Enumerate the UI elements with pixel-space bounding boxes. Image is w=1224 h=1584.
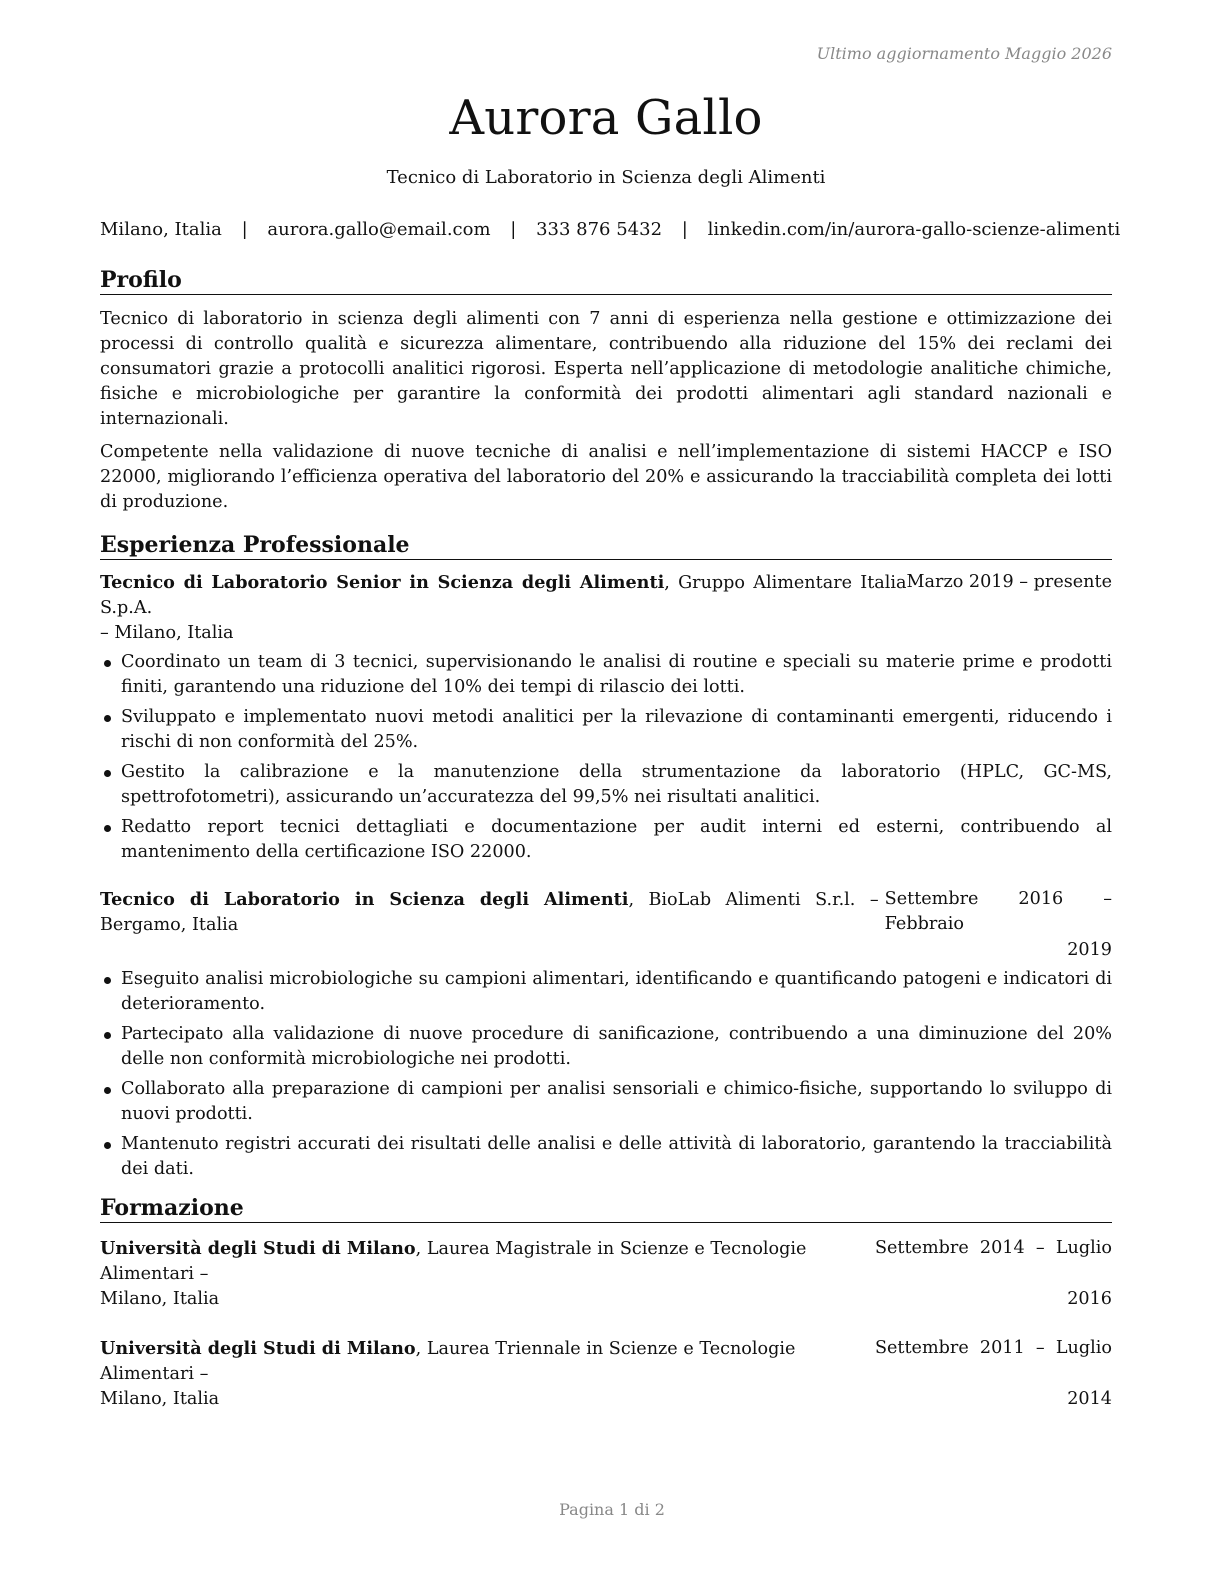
education-dates-end: 2016: [1067, 1289, 1112, 1309]
education-degree: , Laurea Magistrale in Scienze e Tecnologie Alimentari –: [100, 1239, 807, 1284]
job-dates: Settembre 2016 – Febbraio: [884, 889, 1112, 934]
job-bullets: [100, 650, 1112, 865]
contact-location: Milano, Italia: [100, 219, 222, 240]
job-dates: Marzo 2019 – presente: [906, 572, 1112, 592]
job-entry: [100, 570, 1112, 865]
list-item: Redatto report tecnici dettagliati e documentazione per audit interni ed esterni, contribuendo al mantenimento della certificazione ISO 22000.: [100, 815, 1112, 865]
job-entry: [100, 887, 1112, 1182]
section-title-profile: Profilo: [100, 266, 1112, 295]
education-degree: , Laurea Triennale in Scienze e Tecnologie Alimentari –: [100, 1339, 796, 1384]
contact-phone[interactable]: 333 876 5432: [536, 219, 663, 240]
contact-line: [100, 218, 1121, 242]
last-updated: Ultimo aggiornamento Maggio 2026: [816, 44, 1112, 63]
job-dates-end: 2019: [1067, 940, 1112, 960]
job-bullets: [100, 967, 1112, 1182]
education-entry: [100, 1236, 1112, 1312]
page-number: Pagina 1 di 2: [559, 1500, 665, 1519]
education-dates-end: 2014: [1067, 1389, 1112, 1409]
job-location: – Milano, Italia: [100, 623, 234, 643]
contact-linkedin[interactable]: linkedin.com/in/aurora-gallo-scienze-alimenti: [707, 219, 1121, 240]
job-header: [100, 570, 1112, 646]
section-title-experience: Esperienza Professionale: [100, 531, 1112, 560]
profile-paragraph: Competente nella validazione di nuove tecniche di analisi e nell’implementazione di sistemi HACCP e ISO 22000, migliorando l’efficienza operativa del laboratorio del 20% e assicurando la tracciabilità completa dei lotti di produzione.: [100, 442, 1112, 512]
contact-email[interactable]: aurora.gallo@email.com: [267, 219, 491, 240]
job-company: , Gruppo Alimentare Italia S.p.A.: [100, 573, 907, 618]
job-title: Tecnico di Laboratorio in Scienza degli Alimenti: [386, 167, 826, 188]
education-school: Università degli Studi di Milano: [100, 1338, 416, 1359]
list-item: Gestito la calibrazione e la manutenzione della strumentazione da laboratorio (HPLC, GC-MS, spettrofotometri), assicurando un’accuratezza del 99,5% nei risultati analitici.: [100, 760, 1112, 810]
list-item: Coordinato un team di 3 tecnici, supervisionando le analisi di routine e speciali su materie prime e prodotti finiti, garantendo una riduzione del 10% dei tempi di rilascio dei lotti.: [100, 650, 1112, 700]
experience-section: [100, 531, 1112, 1182]
education-location: Milano, Italia: [100, 1389, 220, 1409]
job-header: [100, 887, 1112, 963]
contact-separator: |: [681, 219, 688, 240]
list-item: Sviluppato e implementato nuovi metodi analitici per la rilevazione di contaminanti emergenti, riducendo i rischi di non conformità del 25%.: [100, 705, 1112, 755]
education-dates: Settembre 2011 – Luglio: [874, 1338, 1112, 1358]
education-school: Università degli Studi di Milano: [100, 1238, 416, 1259]
education-dates: Settembre 2014 – Luglio: [874, 1238, 1112, 1258]
profile-section: [100, 266, 1112, 515]
contact-separator: |: [241, 219, 248, 240]
list-item: Collaborato alla preparazione di campioni per analisi sensoriali e chimico-fisiche, supportando lo sviluppo di nuovi prodotti.: [100, 1077, 1112, 1127]
list-item: Partecipato alla validazione di nuove procedure di sanificazione, contribuendo a una diminuzione del 20% delle non conformità microbiologiche nei prodotti.: [100, 1022, 1112, 1072]
candidate-name: Aurora Gallo: [449, 90, 763, 146]
job-role: Tecnico di Laboratorio Senior in Scienza degli Alimenti: [100, 572, 665, 593]
job-company: , BioLab Alimenti S.r.l. – Bergamo, Italia: [100, 890, 879, 935]
list-item: Eseguito analisi microbiologiche su campioni alimentari, identificando e quantificando patogeni e indicatori di deterioramento.: [100, 967, 1112, 1017]
profile-paragraph: Tecnico di laboratorio in scienza degli alimenti con 7 anni di esperienza nella gestione e ottimizzazione dei processi di controllo qualità e sicurezza alimentare, contribuendo alla riduzione del 15% dei reclami dei consumatori grazie a protocolli analitici rigorosi. Esperta nell’applicazione di metodologie analitiche chimiche, fisiche e microbiologiche per garantire la conformità dei prodotti alimentari agli standard nazionali e internazionali.: [100, 309, 1112, 429]
job-role: Tecnico di Laboratorio in Scienza degli Alimenti: [100, 889, 629, 910]
education-section: [100, 1194, 1112, 1412]
education-entry: [100, 1336, 1112, 1412]
education-location: Milano, Italia: [100, 1289, 220, 1309]
contact-separator: |: [510, 219, 517, 240]
section-title-education: Formazione: [100, 1194, 1112, 1223]
list-item: Mantenuto registri accurati dei risultati delle analisi e delle attività di laboratorio, garantendo la tracciabilità dei dati.: [100, 1132, 1112, 1182]
